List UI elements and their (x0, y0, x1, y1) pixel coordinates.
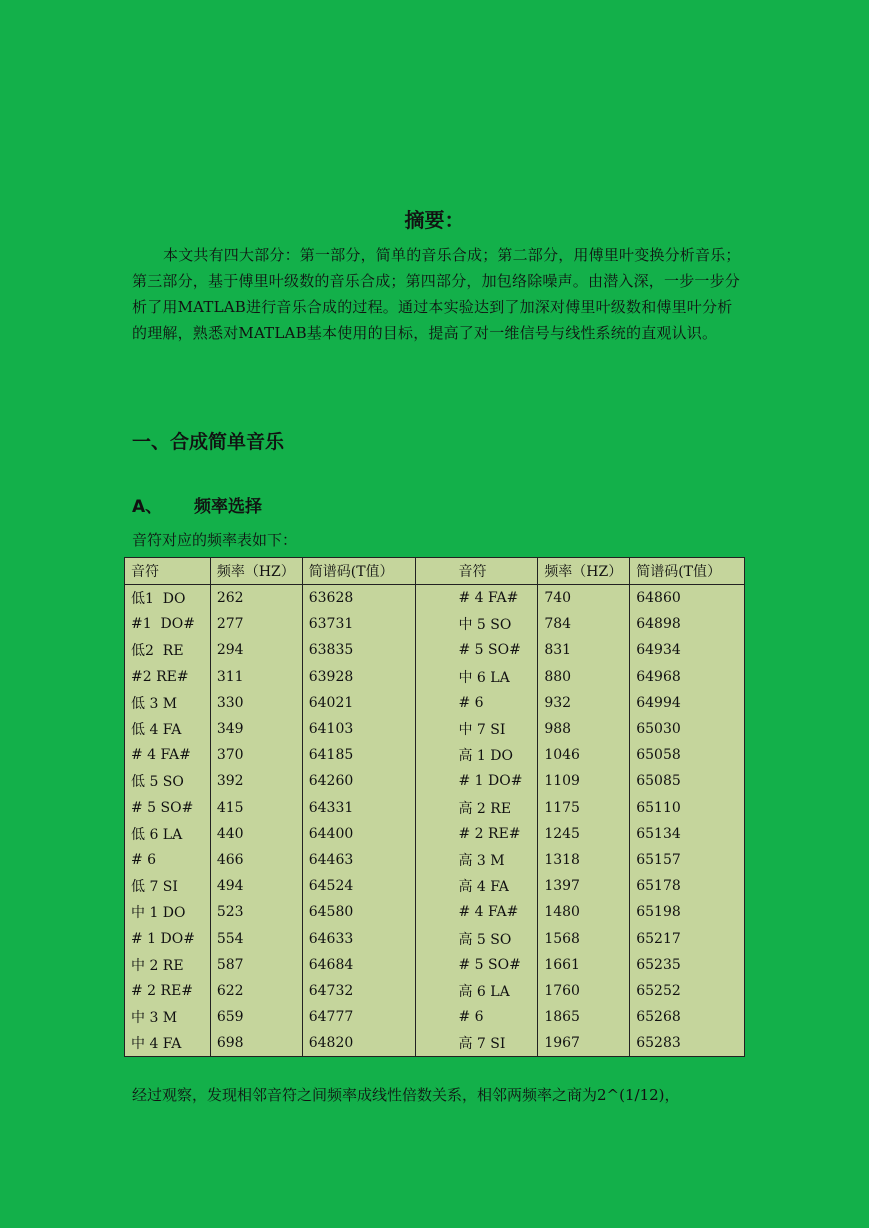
cell-t-value: 64820 (302, 1030, 416, 1057)
cell-note: # 6 (416, 690, 538, 716)
cell-frequency: 1397 (538, 873, 630, 899)
cell-note: 低 4 FA (125, 716, 211, 742)
table-row (125, 978, 745, 1004)
table-row (125, 742, 745, 768)
table-row (125, 925, 745, 951)
table-row (125, 768, 745, 794)
cell-note: 高 2 RE (416, 795, 538, 821)
cell-note: 高 3 M (416, 847, 538, 873)
table-row (125, 637, 745, 663)
abstract-title: 摘要： (404, 208, 465, 232)
table-row (125, 899, 745, 925)
cell-t-value: 65157 (630, 847, 745, 873)
cell-t-value: 64580 (302, 899, 416, 925)
cell-note: 高 6 LA (416, 978, 538, 1004)
cell-t-value: 64260 (302, 768, 416, 794)
cell-t-value: 63835 (302, 637, 416, 663)
cell-note: 中 3 M (125, 1004, 211, 1030)
header-note: 音符 (125, 558, 211, 585)
abstract-body: 本文共有四大部分：第一部分，简单的音乐合成；第二部分，用傅里叶变换分析音乐；第三部分，基于傅里叶级数的音乐合成；第四部分，加包络除噪声。由潜入深，一步一步分析了用MATLAB进行音乐合成的过程。通过本实验达到了加深对傅里叶级数和傅里叶分析的理解，熟悉对MATLAB基本使用的目标，提高了对一维信号与线性系统的直观认识。 (132, 246, 741, 342)
cell-t-value: 64463 (302, 847, 416, 873)
cell-frequency: 494 (210, 873, 302, 899)
subsection-heading (132, 492, 262, 517)
cell-t-value: 64633 (302, 925, 416, 951)
table-row (125, 795, 745, 821)
cell-t-value: 64934 (630, 637, 745, 663)
cell-t-value: 65058 (630, 742, 745, 768)
cell-t-value: 64994 (630, 690, 745, 716)
table-row (125, 1030, 745, 1057)
cell-t-value: 63628 (302, 585, 416, 612)
cell-frequency: 294 (210, 637, 302, 663)
cell-note: # 6 (125, 847, 211, 873)
cell-frequency: 1480 (538, 899, 630, 925)
cell-t-value: 64524 (302, 873, 416, 899)
cell-t-value: 64021 (302, 690, 416, 716)
table-row (125, 716, 745, 742)
cell-frequency: 1046 (538, 742, 630, 768)
cell-frequency: 659 (210, 1004, 302, 1030)
header-t-value: 简谱码(T值） (630, 558, 745, 585)
cell-frequency: 392 (210, 768, 302, 794)
cell-frequency: 277 (210, 611, 302, 637)
cell-t-value: 64898 (630, 611, 745, 637)
cell-t-value: 64331 (302, 795, 416, 821)
cell-note: 低 7 SI (125, 873, 211, 899)
cell-note: # 2 RE# (125, 978, 211, 1004)
cell-note: # 2 RE# (416, 821, 538, 847)
cell-frequency: 1175 (538, 795, 630, 821)
header-t-value: 简谱码(T值） (302, 558, 416, 585)
cell-t-value: 65235 (630, 952, 745, 978)
table-header-row (125, 558, 745, 585)
table-row (125, 821, 745, 847)
cell-note: #2 RE# (125, 664, 211, 690)
cell-frequency: 932 (538, 690, 630, 716)
cell-note: 高 7 SI (416, 1030, 538, 1057)
section-heading: 一、合成简单音乐 (132, 431, 285, 453)
cell-t-value: 64732 (302, 978, 416, 1004)
cell-frequency: 311 (210, 664, 302, 690)
table-row (125, 664, 745, 690)
cell-frequency: 1967 (538, 1030, 630, 1057)
cell-note: # 5 SO# (416, 637, 538, 663)
cell-note: # 5 SO# (125, 795, 211, 821)
cell-frequency: 1109 (538, 768, 630, 794)
cell-t-value: 64684 (302, 952, 416, 978)
cell-note: # 1 DO# (416, 768, 538, 794)
cell-note: 中 2 RE (125, 952, 211, 978)
cell-note: 低 5 SO (125, 768, 211, 794)
cell-t-value: 64968 (630, 664, 745, 690)
table-row (125, 690, 745, 716)
cell-frequency: 1318 (538, 847, 630, 873)
cell-note: # 4 FA# (416, 899, 538, 925)
cell-t-value: 65178 (630, 873, 745, 899)
cell-t-value: 63928 (302, 664, 416, 690)
cell-frequency: 1661 (538, 952, 630, 978)
cell-note: # 6 (416, 1004, 538, 1030)
cell-note: # 5 SO# (416, 952, 538, 978)
cell-note: 低2 RE (125, 637, 211, 663)
cell-frequency: 698 (210, 1030, 302, 1057)
cell-note: 中 6 LA (416, 664, 538, 690)
cell-note: 低 3 M (125, 690, 211, 716)
cell-t-value: 65283 (630, 1030, 745, 1057)
header-frequency: 频率（HZ） (538, 558, 630, 585)
cell-note: # 4 FA# (416, 585, 538, 612)
cell-frequency: 740 (538, 585, 630, 612)
cell-note: 高 4 FA (416, 873, 538, 899)
cell-frequency: 262 (210, 585, 302, 612)
cell-frequency: 370 (210, 742, 302, 768)
cell-frequency: 784 (538, 611, 630, 637)
cell-t-value: 65085 (630, 768, 745, 794)
cell-note: 低1 DO (125, 585, 211, 612)
cell-t-value: 64777 (302, 1004, 416, 1030)
cell-t-value: 65252 (630, 978, 745, 1004)
header-frequency: 频率（HZ） (210, 558, 302, 585)
cell-frequency: 349 (210, 716, 302, 742)
cell-t-value: 63731 (302, 611, 416, 637)
cell-note: 高 5 SO (416, 925, 538, 951)
subsection-number: A、 (132, 497, 163, 517)
table-row (125, 952, 745, 978)
cell-frequency: 622 (210, 978, 302, 1004)
table-row (125, 1004, 745, 1030)
table-row (125, 611, 745, 637)
cell-frequency: 1245 (538, 821, 630, 847)
cell-frequency: 440 (210, 821, 302, 847)
cell-t-value: 65198 (630, 899, 745, 925)
cell-note: # 1 DO# (125, 925, 211, 951)
cell-note: # 4 FA# (125, 742, 211, 768)
table-intro: 音符对应的频率表如下： (132, 531, 298, 549)
cell-t-value: 64103 (302, 716, 416, 742)
cell-t-value: 65134 (630, 821, 745, 847)
cell-frequency: 523 (210, 899, 302, 925)
cell-t-value: 64400 (302, 821, 416, 847)
cell-t-value: 65110 (630, 795, 745, 821)
cell-frequency: 466 (210, 847, 302, 873)
cell-frequency: 1568 (538, 925, 630, 951)
cell-note: 中 1 DO (125, 899, 211, 925)
cell-t-value: 65217 (630, 925, 745, 951)
cell-frequency: 415 (210, 795, 302, 821)
frequency-table (124, 557, 745, 1057)
cell-note: 中 7 SI (416, 716, 538, 742)
cell-frequency: 880 (538, 664, 630, 690)
cell-frequency: 587 (210, 952, 302, 978)
cell-note: 低 6 LA (125, 821, 211, 847)
table-row (125, 847, 745, 873)
closing-paragraph: 经过观察，发现相邻音符之间频率成线性倍数关系，相邻两频率之商为2^(1/12)， (132, 1086, 680, 1104)
cell-frequency: 330 (210, 690, 302, 716)
cell-note: 高 1 DO (416, 742, 538, 768)
cell-t-value: 64185 (302, 742, 416, 768)
table-row (125, 585, 745, 612)
cell-t-value: 65030 (630, 716, 745, 742)
cell-frequency: 1865 (538, 1004, 630, 1030)
cell-frequency: 554 (210, 925, 302, 951)
cell-note: 中 4 FA (125, 1030, 211, 1057)
cell-note: 中 5 SO (416, 611, 538, 637)
cell-t-value: 64860 (630, 585, 745, 612)
header-note: 音符 (416, 558, 538, 585)
cell-frequency: 988 (538, 716, 630, 742)
cell-note: #1 DO# (125, 611, 211, 637)
cell-t-value: 65268 (630, 1004, 745, 1030)
cell-frequency: 1760 (538, 978, 630, 1004)
cell-frequency: 831 (538, 637, 630, 663)
table-row (125, 873, 745, 899)
subsection-title: 频率选择 (194, 497, 262, 517)
